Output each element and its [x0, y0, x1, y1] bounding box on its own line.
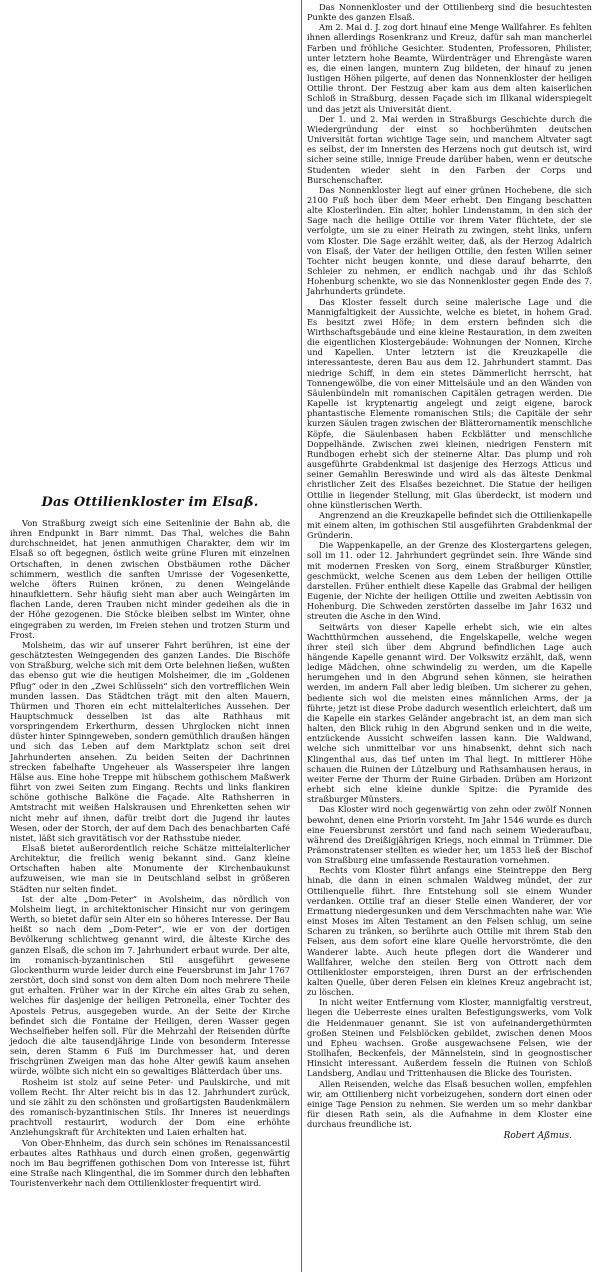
paragraph: Angrenzend an die Kreuzkapelle befindet sich die Ottilienkapelle mit einem alten, im gothischen Stil ausgeführten Grabdenkmal der Gründerin. — [307, 509, 592, 541]
paragraph: Molsheim, das wir auf unserer Fahrt berühren, ist eine der geschätztesten Weingegenden des ganzen Landes. Die Bischöfe von Straßburg, welche sich mit dem Orte belehnen ließen, wußten das ebenso gut wie die heutigen Molsheimer, die im „Goldenen Pflug“ oder in den „Zwei Schlüsseln“ sich den vortrefflichen Wein munden lassen. Das Städtchen trägt mit den alten Mauern, Thürmen und Thoren ein echt mittelalterliches Aussehen. Der Hauptschmuck desselben ist das alte Rathhaus mit vorspringendem Erkerthurm, dessen Uhrglocken nicht innen düster hinter Spinngeweben, sondern gemüthlich draußen hängen und sich das Leben auf dem Marktplatz schon seit drei Jahrhunderten ansehen. Zu beiden Seiten der Dachrinnen strecken fabelhafte Ungeheuer als Wasserspeier ihre langen Hälse aus. Eine hohe Treppe mit hübschem gothischem Maßwerk führt von zwei Seiten zum Eingang. Rechts und links flankiren schöne gothische Balköne die Façade. Alte Rathsherren in Amtstracht mit weißen Halskrausen und Ehrenketten sehen wir nicht mehr auf ihnen, dafür treibt dort die Jugend ihr lautes Wesen, oder der Storch, der auf dem Dach des benachbarten Café nistet, läßt sich gravitätisch vor der Rathsstube nieder. — [10, 639, 290, 843]
right-column — [303, 0, 600, 1272]
paragraph: Das Kloster fesselt durch seine malerische Lage und die Mannigfaltigkeit der Aussichte, welche es bietet, in hohem Grad. Es besitzt zwei Höfe; in dem erstern befinden sich die Wirthschaftsgebäude und eine kleine Restauration, in dem zweiten die eigentlichen Klostergebäude: Wohnungen der Nonnen, Kirche und Kapellen. Unter letztern ist die Kreuzkapelle die interessanteste, deren Bau aus dem 12. Jahrhundert stammt. Das niedrige Schiff, in dem ein stetes Dämmerlicht herrscht, hat Tonnengewölbe, die von einer Mittelsäule und an den Wänden von Säulenbündeln mit romanischen Capitälen getragen werden. Die Kapelle ist kryptenartig angelegt und zeigt eigene, barock phantastische Elemente romanischen Stils; die Capitäle der sehr kurzen Säulen tragen zwischen der Blätterornamentik menschliche Köpfe, die Säulenbasen haben Eckblätter und menschliche Doppelhände. Zwischen zwei kleinen, niedrigen Fenstern mit Rundbogen erhebt sich der steinerne Altar. Das plump und roh ausgeführte Grabdenkmal ist dasjenige des Herzogs Atticus und seiner Gemahlin Bereswinde und wird als das älteste Denkmal christlicher Zeit des Elsaßes bezeichnet. Die Statue der heiligen Ottilie in liegender Stellung, mit Glas überdeckt, ist modern und ohne künstlerischen Werth. — [307, 296, 592, 510]
paragraph: Rechts vom Kloster führt anfangs eine Steintreppe den Berg hinab, die dann in einen schmalen Waldweg mündet, der zur Ottilienquelle führt. Ihre Entstehung soll sie einem Wunder verdanken. Ottilie traf an dieser Stelle einen Wanderer, der vor Ermattung niedergesunken und dem Verschmachten nahe war. Wie einst Moses im Alten Testament an den Felsen schlug, um seine Scharen zu tränken, so berührte auch Ottilie mit ihrem Stab den Felsen, aus dem sofort eine klare Quelle hervorströmte, die den Wanderer labte. Auch heute pflegen dort die Wanderer und Wallfahrer, welche den steilen Berg von Ottrott nach dem Ottilienkloster emporsteigen, ihren Durst an der erfrischenden kalten Quelle, über deren Felsen ein kleines Kreuz angebracht ist, zu löschen. — [307, 865, 592, 998]
paragraph: In nicht weiter Entfernung vom Kloster, mannigfaltig verstreut, liegen die Ueberreste eines uralten Befestigungswerks, vom Volk die Heidenmauer genannt. Sie ist von aufeinandergethürmten großen Steinen und Felsblöcken gebildet, zwischen denen Moos und Epheu wachsen. Große ausgewachsene Felsen, wie der Stollhafen, Beckenfels, der Männelstein, sind in geognostischer Hinsicht interessant. Außerdem fesseln die Ruinen von Schloß Landsberg, Andlau und Trittenhausen die Blicke des Touristen. — [307, 997, 592, 1079]
paragraph: Das Nonnenkloster liegt auf einer grünen Hochebene, die sich 2100 Fuß hoch über dem Meer erhebt. Den Eingang beschatten alte Klosterlinden. Ein alter, hohler Lindenstamm, in den sich der Sage nach die heilige Ottilie vor ihrem Vater flüchtete, der sie verfolgte, um sie zu einer Heirath zu zwingen, steht links, unfern vom Kloster. Die Sage erzählt weiter, daß, als der Herzog Adalrich von Elsaß, der Vater der heiligen Ottilie, den festen Willen seiner Tochter nicht beugen konnte, und diese darauf beharrte, den Schleier zu nehmen, er endlich nachgab und ihr das Schloß Hohenburg schenkte, wo sie das Nonnenkloster gegen Ende des 7. Jahrhunderts gründete. — [307, 184, 592, 297]
paragraph: Ist der alte „Dom-Peter“ in Avolsheim, das nördlich von Molsheim liegt, in architektonischer Hinsicht nur von geringem Werth, so bietet dafür sein Alter ein so höheres Interesse. Der Bau heißt so nach dem „Dom-Peter“, wie er von der dortigen Bevölkerung schlichtweg genannt wird, die älteste Kirche des ganzen Elsaß, die schon im 7. Jahrhundert erbaut wurde. Der alte, im romanisch-byzantinischen Stil ausgeführt gewesene Glockenthurm wurde leider durch eine Feuersbrunst im Jahr 1767 zerstört, doch sind sonst von dem alten Dom noch mehrere Theile gut erhalten. Früher war in der Kirche ein altes Grab zu sehen, welches für dasjenige der heiligen Petronella, einer Tochter des Apostels Petrus, ausgegeben wurde. An der Seite der Kirche befindet sich die Fontaine der Heiligen, deren Wasser gegen Wechselfieber helfen soll. Für die Mehrzahl der Reisenden dürfte jedoch die alte tausendjährige Linde von besonderm Interesse sein, deren Stamm 6 Fuß im Durchmesser hat, und deren frischgrünen Zweigen man das hohe Alter gewiß kaum ansehen würde, wölbte sich nicht ein so gewaltiges Blätterdach über uns. — [10, 893, 290, 1077]
paragraph: Am 2. Mai d. J. zog dort hinauf eine Menge Wallfahrer. Es fehlten ihnen allerdings Rosenkranz und Kreuz, dafür sah man mancherlei Farben und fröhliche Gesichter. Studenten, Professoren, Philister, unter letztern hohe Beamte, Würdenträger und Ehrengäste waren es, die einen langen, muntern Zug bildeten, der hinauf zu jenen lustigen Höhen pilgerte, auf denen das Nonnenkloster der heiligen Ottilie thront. Der Festzug aber kam aus dem alten kaiserlichen Schloß in Straßburg, dessen Façade sich im Illkanal widerspiegelt und das jetzt als Universität dient. — [307, 22, 592, 114]
paragraph: Die Wappenkapelle, an der Grenze des Klostergartens gelegen, soll im 11. oder 12. Jahrhundert gegründet sein. Ihre Wände sind mit modernen Fresken von Sorg, einem Straßburger Künstler, geschmückt, welche Scenen aus dem Leben der heiligen Ottilie darstellen. Früher enthielt diese Kapelle das Grabmal der heiligen Eugenie, der Nichte der heiligen Ottilie und zweiten Aebtissin von Hohenburg. Die Schweden zerstörten dasselbe im Jahr 1632 und streuten die Asche in den Wind. — [307, 540, 592, 622]
paragraph: Von Ober-Ehnheim, das durch sein schönes im Renaissancestil erbautes altes Rathhaus und durch einen großen, gegenwärtig noch im Bau begriffenen gothischen Dom von Interesse ist, führt eine Straße nach Klingenthal, die im Sommer durch den lebhaften Touristenverkehr nach dem Ottilienkloster frequentirt wird. — [10, 1137, 290, 1189]
paragraph: Allen Reisenden, welche das Elsaß besuchen wollen, empfehlen wir, am Ottilienberg nicht vorbeizugehen, sondern dort einen oder einige Tage Pension zu nehmen. Sie werden um so mehr dankbar für diesen Rath sein, als die Aufnahme in dem Kloster eine durchaus freundliche ist. — [307, 1078, 592, 1130]
article-title: Das Ottilienkloster im Elsaß. — [41, 495, 259, 510]
column-divider — [301, 0, 302, 1272]
author-signature: Robert Aßmus. — [503, 1131, 572, 1142]
paragraph: Seitwärts von dieser Kapelle erhebt sich, wie ein altes Wachtthürmchen aussehend, die Engelskapelle, welche wegen ihrer steil sich über dem Abgrund befindlichen Lage auch hängende Kapelle genannt wird. Der Volkswitz erzählt, daß, wenn ledige Mädchen, ohne schwindelig zu werden, um die Kapelle herumgehen und in den Abgrund sehen können, sie heirathen werden, im andern Fall aber ledig bleiben. Um sicherer zu gehen, bediente sich wol die meisten eines männlichen Arms, der ja führte; jetzt ist diese Probe dadurch wesentlich erleichtert, daß um die Kapelle ein starkes Geländer angebracht ist, an dem man sich halten, den Blick ruhig in den Abgrund senken und in die weite, entzückende Aussicht schweifen lassen kann. Die Waldwand, welche sich unmittelbar vor uns hinabsenkt, dehnt sich nach Klingenthal aus, das tief unten im Thal liegt. In mittlerer Höhe schauen die Ruinen der Lützelburg und Rathsamhausen heraus, in weiter Ferne der Thurm der Ruine Girbaden. Drüben am Horizont erhebt sich eine kleine dunkle Spitze: die Pyramide des straßburger Münsters. — [307, 621, 592, 805]
left-column-body — [10, 518, 290, 1188]
paragraph: Der 1. und 2. Mai werden in Straßburgs Geschichte durch die Wiedergründung der einst so hochberühmten deutschen Universität fortan wichtige Tage sein, und manchem Altvater sagt es selbst, der im Innersten des Herzens noch gut deutsch ist, wird sicher seine stille, innige Freude darüber haben, wenn er deutsche Studenten wieder sieht in den Farben der Corps und Burschenschafter. — [307, 113, 592, 185]
paragraph: Rosheim ist stolz auf seine Peter- und Paulskirche, und mit vollem Recht. Ihr Alter reicht bis in das 12. Jahrhundert zurück, und sie zählt zu den schönsten und großartigsten Baudenkmälern des romanisch-byzantinischen Stils. Ihr Inneres ist neuerdings prachtvoll restaurirt, wodurch der Dom eine erhöhte Anziehungskraft für Architekten und Laien erhalten hat. — [10, 1076, 290, 1138]
paragraph: Das Kloster wird noch gegenwärtig von zehn oder zwölf Nonnen bewohnt, denen eine Priorin vorsteht. Im Jahr 1546 wurde es durch eine Feuersbrunst zerstört und fand nach seinem Wiederaufbau, während des Dreißigjährigen Kriegs, noch einmal in Trümmer. Die Prämonstratenser stellten es wieder her, um 1853 ließ der Bischof von Straßburg eine umfassende Restauration vornehmen. — [307, 804, 592, 866]
paragraph: Von Straßburg zweigt sich eine Seitenlinie der Bahn ab, die ihren Endpunkt in Barr nimmt. Das Thal, welches die Bahn durchschneidet, hat jenen anmuthigen Charakter, dem wir im Elsaß so oft begegnen, östlich weite grüne Fluren mit einzelnen Ortschaften, in denen zwischen Obstbäumen rothe Dächer schimmern, westlich die sanften Umrisse der Vogesenkette, welche öfters Ruinen krönen, zu denen Weingelände hinaufklettern. Sehr häufig sieht man aber auch Weingärten im flachen Lande, deren Trauben nicht minder gedeihen als die in der Höhe gezogenen. Die Stöcke bleiben selbst im Winter, ohne eingegraben zu werden, im Freien stehen und trotzen Sturm und Frost. — [10, 518, 290, 640]
paragraph: Elsaß bietet außerordentlich reiche Schätze mittelalterlicher Architektur, die freilich wenig bekannt sind. Ganz kleine Ortschaften haben alte Monumente der Kirchenbaukunst aufzuweisen, wie man sie in Deutschland selbst in größeren Städten nur selten findet. — [10, 843, 290, 894]
right-column-body — [307, 2, 592, 1129]
paragraph: Das Nonnenkloster und der Ottilienberg sind die besuchtesten Punkte des ganzen Elsaß. — [307, 2, 592, 23]
